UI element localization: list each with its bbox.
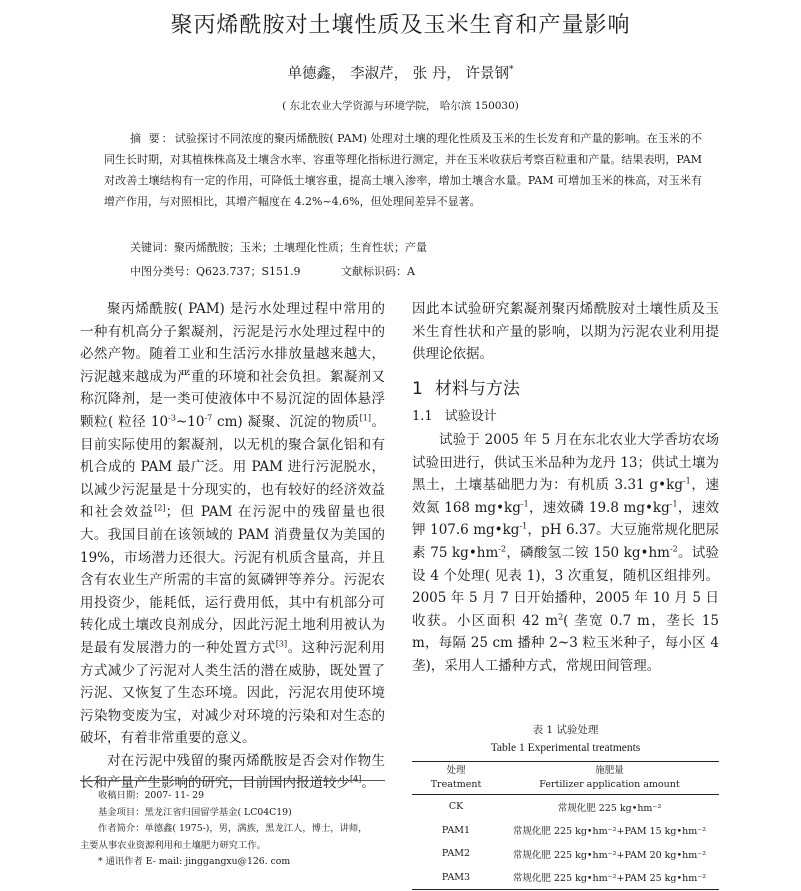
footnotes (80, 788, 390, 871)
document-code: 文献标识码：A (341, 265, 415, 278)
exponent: -7 (204, 413, 213, 423)
subsection-number: 1.1 (412, 409, 433, 425)
cell-amount: 常规化肥 225 kg•hm⁻² (557, 802, 662, 814)
text-run: 聚丙烯酰胺( PAM) 是污水处理过程中常用的一种有机高分子絮凝剂，污泥是污水处理过程中的必然产物。随着工业和生活污水排放量越来越大，污泥越来越成为严重的环境和社会负担。絮凝剂又称沉降剂，是一类可使液体中不易沉淀的固体悬浮颗粒( 粒径 10 (80, 301, 385, 430)
cell-amount: 常规化肥 225 kg•hm⁻²+PAM 25 kg•hm⁻² (512, 873, 707, 885)
clc-number: 中图分类号：Q623.737；S151.9 (130, 265, 301, 278)
text-run: 。试验设 4 个处理( 见表 1)，3 次重复，随机区组排列。2005 年 5 月 7 日开始播种，2005 年 10 月 5 日收获。小区面积 42 m (412, 544, 720, 629)
exponent: -3 (168, 413, 176, 423)
section-heading-1 (412, 378, 719, 401)
text-run: ，速效氮 168 mg•kg (412, 477, 720, 516)
author-list (0, 62, 801, 83)
text-run: 。这种污泥利用方式减少了污泥对人类生活的潜在威胁，既处置了污泥、又恢复了生态环境。因此，污泥农用使环境污染物变废为宝，对减少对环境的污染和对生态的破坏，有着非常重要的意义。 (80, 639, 386, 747)
paper-title: 聚丙烯酰胺对土壤性质及玉米生育和产量影响 (170, 13, 631, 38)
table-row (412, 866, 719, 890)
footnote-fund: 基金项目：黑龙江省归国留学基金( LC04C19) (98, 806, 292, 818)
footnote-corresponding: * 通讯作者 E- mail: jinggangxu@126. com (98, 856, 291, 867)
text-run: ，pH 6.37。大豆施常规化肥尿素 75 kg•hm (412, 522, 719, 561)
citation: [4] (350, 774, 362, 784)
exponent: 2 (558, 612, 564, 622)
header-treatment-cn: 处理 (446, 765, 466, 776)
text-run: ~10 (175, 413, 205, 430)
intro-paragraph-1 (80, 298, 385, 750)
exponent: -1 (682, 476, 691, 486)
affiliation: ( 东北农业大学资源与环境学院， 哈尔滨 150030) (282, 100, 519, 112)
methods-paragraph (412, 429, 719, 678)
text-run: ( 垄宽 0.7 m，垄长 15 m，每隔 25 cm 播种 2~3 粒玉米种子，每小区 4 垄)，采用人工播种方式，常规田间管理。 (412, 612, 720, 674)
footnote-received: 收稿日期：2007- 11- 29 (98, 790, 204, 801)
text-run: ，磷酸氢二铵 150 kg•hm (506, 544, 670, 561)
cell-treatment: PAM2 (441, 848, 471, 860)
subsection-title: 试验设计 (444, 409, 497, 425)
header-treatment-en: Treatment (430, 779, 482, 790)
header-amount-en: Fertilizer application amount (539, 779, 680, 790)
corresponding-author-mark: * (508, 65, 514, 76)
header-amount-cn: 施肥量 (595, 765, 624, 776)
text-run: cm) 凝聚、沉淀的物质 (212, 413, 360, 430)
subsection-heading-1-1 (412, 406, 719, 429)
footnote-bio: 作者简介：单德鑫( 1975-)，男，满族，黑龙江人，博士，讲师， (98, 823, 368, 834)
abstract-label: 摘 要： (130, 132, 175, 145)
text-run: 试验于 2005 年 5 月在东北农业大学香坊农场试验田进行，供试玉米品种为龙丹 13；供试土壤为黑土，土壤基础肥力为：有机质 3.31 g•kg (412, 431, 719, 494)
text-run: ；但 PAM 在污泥中的残留量也很大。我国目前在该领域的 PAM 消费量仅为美国的 19%，市场潜力还很大。污泥有机质含量高，并且含有农业生产所需的丰富的氮磷钾等养分。污泥农用投资少，能耗低，运行费用低，其中有机部分可转化成土壤改良剂成分，因此污泥土地利用被认为是最有发展潜力的一种处置方式 (80, 504, 386, 656)
text-run: ，速效磷 19.8 mg•kg (528, 499, 670, 516)
exponent: -1 (520, 499, 529, 509)
cell-amount: 常规化肥 225 kg•hm⁻²+PAM 20 kg•hm⁻² (512, 849, 707, 861)
text-run: 对在污泥中残留的聚丙烯酰胺是否会对作物生长和产量产生影响的研究，目前国内报道较少 (80, 752, 385, 792)
classification-line (130, 263, 415, 279)
table-row (412, 842, 719, 866)
text-run: 。目前实际使用的絮凝剂，以无机的聚合氯化铝和有机合成的 PAM 最广泛。用 PAM 进行污泥脱水，以减少污泥量是十分现实的，也有较好的经济效益和社会效益 (80, 413, 386, 521)
keywords: 关键词：聚丙烯酰胺；玉米；土壤理化性质；生育性状；产量 (130, 241, 427, 254)
intro-paragraph-cont: 因此本试验研究絮凝剂聚丙烯酰胺对土壤性质及玉米生育性状和产量的影响，以期为污泥农业利用提供理论依据。 (412, 301, 719, 363)
section-title: 材料与方法 (434, 378, 520, 399)
abstract-text: 试验探讨不同浓度的聚丙烯酰胺( PAM) 处理对土壤的理化性质及玉米的生长发育和产量的影响。在玉米的不同生长时期，对其植株株高及土壤含水率、容重等理化指标进行测定，并在玉米收获后考察百粒重和产量。结果表明，PAM 对改善土壤结构有一定的作用，可降低土壤容重，提高土壤入渗率，增加土壤含水量。PAM 可增加玉米的株高，对玉米有增产作用，与对照相比，其增产幅度在 4.2%~4.6%，但处理间差异不显著。 (104, 132, 702, 208)
right-column (412, 298, 719, 678)
cell-treatment: CK (448, 801, 464, 813)
table-header-row (412, 762, 719, 795)
exponent: -1 (669, 499, 678, 509)
text-run: ，速效钾 107.6 mg•kg (412, 499, 720, 539)
header-amount (500, 762, 719, 795)
citation: [1] (359, 413, 371, 423)
authors-text: 单德鑫， 李淑芹， 张 丹， 许景钢 (287, 66, 509, 82)
citation: [3] (275, 639, 288, 649)
abstract (104, 128, 702, 212)
cell-treatment: PAM3 (441, 871, 471, 883)
table-row (412, 795, 719, 819)
cell-amount: 常规化肥 225 kg•hm⁻²+PAM 15 kg•hm⁻² (512, 826, 707, 838)
section-number: 1 (412, 378, 423, 399)
cell-treatment: PAM1 (441, 824, 471, 836)
left-column (80, 298, 385, 795)
table-caption-cn: 表 1 试验处理 (532, 724, 599, 736)
footnote-bio-cont: 主要从事农业资源利用和土壤肥力研究工作。 (80, 839, 266, 851)
text-run: 。 (361, 775, 375, 792)
footnote-divider (80, 780, 385, 781)
table-row (412, 819, 719, 843)
exponent: -1 (519, 521, 528, 531)
exponent: -2 (669, 544, 678, 554)
citation: [2] (154, 503, 166, 513)
exponent: -2 (498, 544, 507, 554)
treatment-table (412, 761, 719, 890)
header-treatment (412, 762, 500, 795)
table-caption-en: Table 1 Experimental treatments (490, 742, 641, 754)
